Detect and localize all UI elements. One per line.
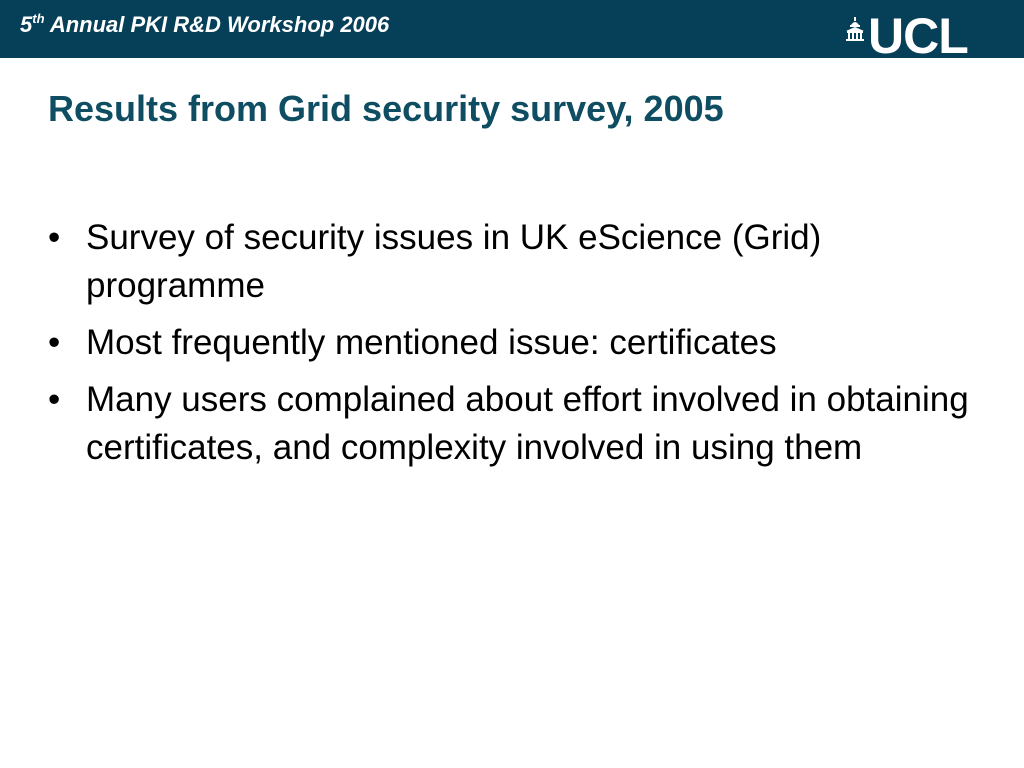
workshop-ordinal: 5 xyxy=(20,12,33,37)
header-bar xyxy=(0,0,1024,58)
bullet-dot: • xyxy=(48,380,61,419)
bullet-item xyxy=(48,214,978,310)
bullet-item xyxy=(48,319,978,367)
bullet-text: Survey of security issues in UK eScience (Grid) programme xyxy=(86,218,822,305)
ucl-logo xyxy=(846,16,968,56)
workshop-title xyxy=(20,11,389,39)
logo-text: UCL xyxy=(868,16,968,56)
slide-title: Results from Grid security survey, 2005 xyxy=(48,88,724,129)
bullet-dot: • xyxy=(48,323,61,362)
workshop-title-rest: Annual PKI R&D Workshop 2006 xyxy=(44,12,390,37)
workshop-ordinal-suffix: th xyxy=(32,11,45,26)
bullet-item xyxy=(48,376,978,472)
bullet-text: Most frequently mentioned issue: certificates xyxy=(86,323,777,362)
bullet-list xyxy=(48,214,978,481)
bullet-text: Many users complained about effort involved in obtaining certificates, and complexity involved in using them xyxy=(86,380,969,467)
bullet-dot: • xyxy=(48,218,61,257)
portico-icon xyxy=(846,17,864,41)
